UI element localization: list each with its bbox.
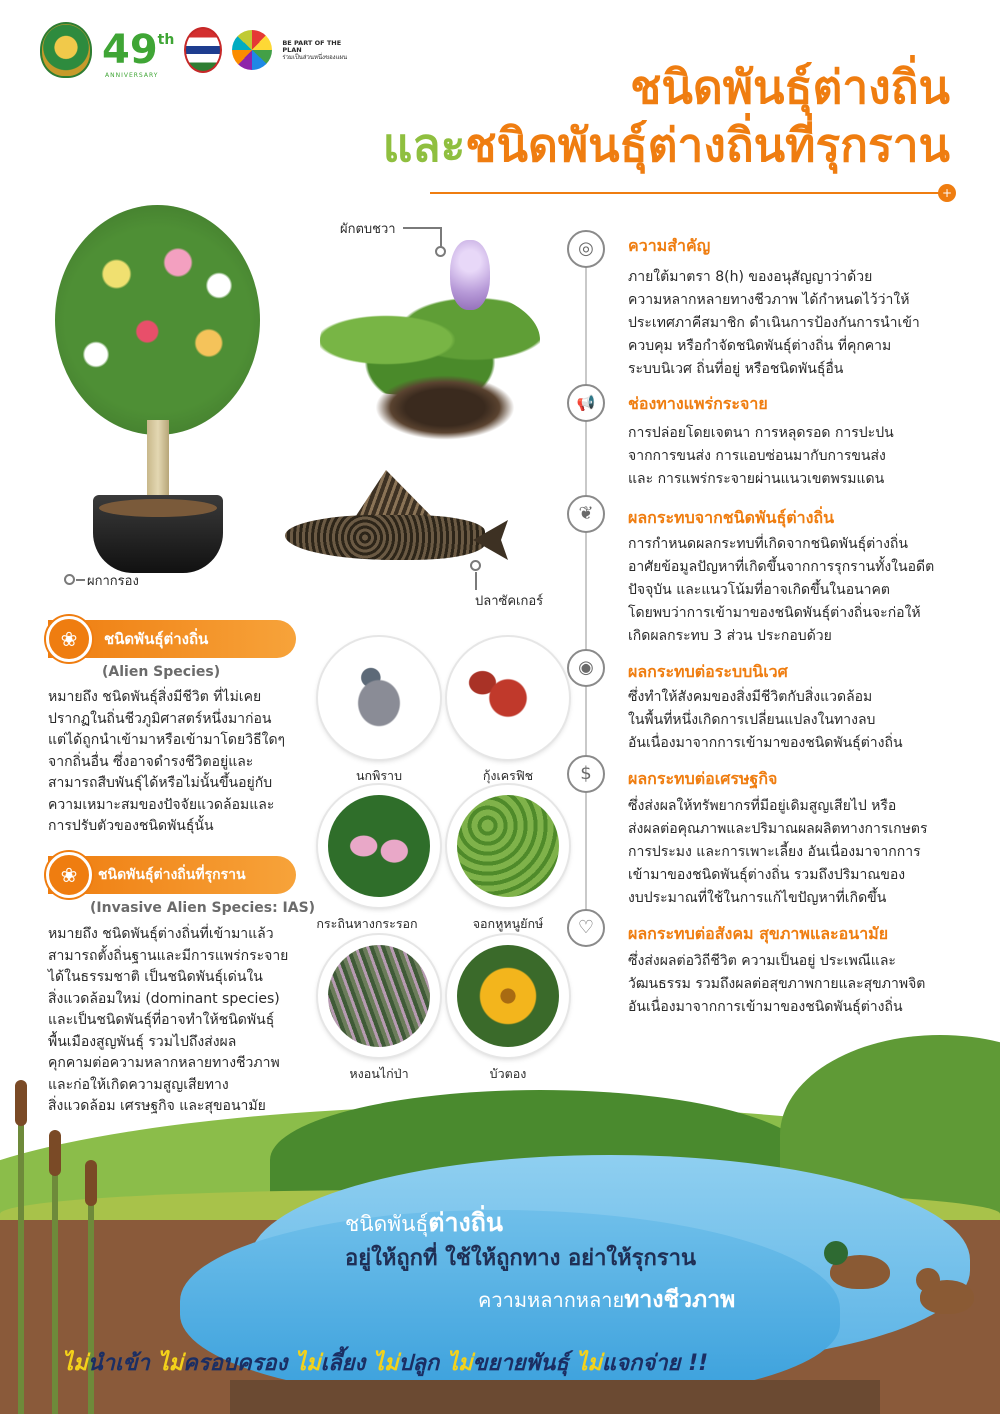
title-divider	[430, 192, 948, 194]
slogan-bio-b: ทางชีวภาพ	[624, 1287, 736, 1313]
lantana-label: ผกากรอง	[87, 574, 139, 589]
invasive-line: สิ่งแวดล้อม เศรษฐกิจ และสุขอนามัย	[48, 1098, 266, 1114]
invasive-line: คุกคามต่อความหลากหลายทางชีวภาพ	[48, 1055, 280, 1071]
ecosystem-heading: ผลกระทบต่อระบบนิเวศ	[628, 662, 788, 681]
slogan-line-3	[478, 1282, 735, 1318]
hyacinth-leader-h	[403, 227, 441, 229]
spread-line: จากการขนส่ง การแอบซ่อนมากับการขนส่ง	[628, 448, 886, 464]
alien-species-heading	[48, 620, 296, 658]
social-line: อันเนื่องมาจากการเข้ามาของชนิดพันธุ์ต่างถิ่น	[628, 999, 903, 1015]
logo-bar	[40, 22, 362, 78]
fish-leader	[475, 572, 477, 590]
lantana-canopy	[55, 205, 260, 435]
invasive-line: ได้ในธรรมชาติ เป็นชนิดพันธุ์เด่นใน	[48, 969, 263, 985]
lantana-pot	[93, 495, 223, 573]
anniversary-logo	[102, 27, 175, 79]
banner-item: เลี้ยง	[320, 1351, 366, 1376]
giant-salvinia-photo	[447, 785, 569, 907]
importance-body	[628, 266, 958, 381]
banner-no: ไม่	[62, 1351, 88, 1376]
invasive-line: พื้นเมืองสูญพันธุ์ รวมไปถึงส่งผล	[48, 1033, 237, 1050]
banner-item: ขยายพันธุ์	[472, 1351, 569, 1376]
economy-body	[628, 795, 958, 910]
crayfish-photo	[447, 637, 569, 759]
importance-line: ความหลากหลายทางชีวภาพ ได้กำหนดไว้ว่าให้	[628, 292, 910, 308]
ecosystem-body	[628, 686, 958, 755]
slogan-line-2: อยู่ให้ถูกที่ ใช้ให้ถูกทาง อย่าให้รุกราน	[345, 1246, 697, 1271]
importance-heading: ความสำคัญ	[628, 236, 711, 255]
social-line: วัฒนธรรม รวมถึงผลต่อสุขภาพกายและสุขภาพจิต	[628, 976, 926, 992]
banner-no: ไม่	[372, 1351, 399, 1376]
female-duck	[920, 1280, 974, 1314]
slogan-alien-a: ชนิดพันธุ์	[345, 1212, 429, 1236]
hyacinth-label: ผักตบชวา	[340, 222, 396, 237]
impact-line: เกิดผลกระทบ 3 ส่วน ประกอบด้วย	[628, 628, 832, 644]
invasive-line: สามารถตั้งถิ่นฐานและมีการแพร่กระจาย	[48, 947, 289, 964]
invasive-line: และเป็นชนิดพันธุ์ที่อาจทำให้ชนิดพันธุ์	[48, 1012, 275, 1028]
banner-item: แจกจ่าย !!	[601, 1351, 709, 1376]
mexican-sunflower-label: บัวตอง	[489, 1066, 527, 1081]
plan-logo	[232, 30, 272, 70]
fish-label-dot	[470, 560, 481, 571]
social-line: ซึ่งส่งผลต่อวิถีชีวิต ความเป็นอยู่ ประเพณีและ	[628, 953, 896, 969]
lantana-leader	[76, 579, 85, 581]
impact-line: การกำหนดผลกระทบที่เกิดจากชนิดพันธุ์ต่างถิ่น	[628, 536, 908, 552]
lantana-label-dot	[64, 574, 75, 585]
alien-line: สามารถสืบพันธุ์ได้หรือไม่นั้นขึ้นอยู่กับ	[48, 775, 273, 791]
fish-body	[285, 515, 485, 560]
spread-line: และ การแพร่กระจายผ่านแนวเขตพรมแดน	[628, 471, 885, 487]
impact-heading: ผลกระทบจากชนิดพันธุ์ต่างถิ่น	[628, 508, 835, 527]
pigeon-label: นกพิราบ	[355, 768, 403, 783]
alien-species-body	[48, 687, 318, 838]
plan-title: BE PART OF THE PLAN	[282, 38, 342, 54]
social-heading: ผลกระทบต่อสังคม สุขภาพและอนามัย	[628, 924, 889, 943]
invasive-species-heading	[48, 856, 296, 894]
hyacinth-flower	[450, 240, 490, 310]
plan-subtitle: ร่วมเป็นส่วนหนึ่งของแผน	[282, 53, 348, 61]
alien-line: จากถิ่นอื่น ซึ่งอาจดำรงชีวิตอยู่และ	[48, 753, 254, 770]
anniversary-word: ANNIVERSARY	[105, 72, 159, 79]
red-grass-label: หงอนไก่ป่า	[349, 1066, 409, 1081]
cattail-stem	[18, 1090, 24, 1414]
banner-no: ไม่	[157, 1351, 184, 1376]
target-icon: ◎	[567, 230, 605, 268]
money-hand-icon: $	[567, 755, 605, 793]
anniversary-number: 49	[102, 27, 158, 73]
cattail-head	[85, 1160, 97, 1206]
slogan-alien-b: ต่างถิ่น	[428, 1208, 503, 1237]
spread-heading: ช่องทางแพร่กระจาย	[628, 394, 768, 413]
lantana-photo	[55, 205, 260, 575]
alien-line: หมายถึง ชนิดพันธุ์สิ่งมีชีวิต ที่ไม่เคย	[48, 689, 262, 705]
title-line-2-rest: ชนิดพันธุ์ต่างถิ่นที่รุกราน	[465, 118, 950, 172]
cattail-stem	[52, 1140, 58, 1414]
title-line-2	[383, 116, 950, 174]
invasive-species-title: ชนิดพันธุ์ต่างถิ่นที่รุกราน	[98, 867, 246, 883]
social-body	[628, 950, 958, 1019]
crayfish-label: กุ้งเครฟิช	[482, 768, 534, 783]
slogan-line-1	[345, 1203, 503, 1243]
alien-line: การปรับตัวของชนิดพันธุ์นั้น	[48, 818, 214, 834]
department-seal-logo	[40, 22, 92, 78]
ecosystem-line: ในพื้นที่หนึ่งเกิดการเปลี่ยนแปลงในทางลบ	[628, 712, 876, 728]
thai-flag-logo	[184, 27, 222, 73]
pigeon-photo	[318, 637, 440, 759]
importance-line: ระบบนิเวศ ถิ่นที่อยู่ หรือชนิดพันธุ์อื่น	[628, 361, 844, 377]
spread-line: การปล่อยโดยเจตนา การหลุดรอด การปะปน	[628, 425, 894, 441]
alien-line: ความเหมาะสมของปัจจัยแวดล้อมและ	[48, 796, 275, 813]
cattail-head	[49, 1130, 61, 1176]
parrot-feather-label: กระถินหางกระรอก	[316, 916, 418, 931]
ecosystem-icon: ◉	[567, 649, 605, 687]
banner-item: ครอบครอง	[183, 1351, 288, 1376]
banner-item: ปลูก	[398, 1351, 440, 1376]
invasive-line: สิ่งแวดล้อมใหม่ (dominant species)	[48, 990, 280, 1007]
plant-impact-icon: ❦	[567, 495, 605, 533]
hyacinth-roots	[375, 375, 515, 440]
economy-line: ส่งผลต่อคุณภาพและปริมาณผลผลิตทางการเกษตร	[628, 821, 928, 837]
banner-item: นำเข้า	[87, 1351, 150, 1376]
banner-no: ไม่	[446, 1351, 473, 1376]
alien-line: แต่ได้ถูกนำเข้ามาหรือเข้ามาโดยวิธีใดๆ	[48, 732, 286, 748]
heart-hand-icon: ♡	[567, 909, 605, 947]
economy-line: เข้ามาของชนิดพันธุ์ต่างถิ่น รวมถึงปริมาณของ	[628, 867, 906, 883]
lake-bed	[230, 1380, 880, 1414]
alien-species-title: ชนิดพันธุ์ต่างถิ่น	[104, 630, 209, 648]
economy-line: ซึ่งส่งผลให้ทรัพยากรที่มีอยู่เดิมสูญเสียไป หรือ	[628, 798, 897, 814]
banner-no: ไม่	[295, 1351, 321, 1376]
plecostomus-photo	[285, 470, 510, 570]
impact-body	[628, 533, 958, 648]
impact-line: อาศัยข้อมูลปัญหาที่เกิดขึ้นจากการรุกรานทั้งในอดีต	[628, 559, 935, 575]
giant-salvinia-label: จอกหูหนูยักษ์	[472, 916, 544, 931]
spread-body	[628, 422, 958, 491]
hyacinth-label-dot	[435, 246, 446, 257]
megaphone-icon: 📢	[567, 384, 605, 422]
invasive-line: หมายถึง ชนิดพันธุ์ต่างถิ่นที่เข้ามาแล้ว	[48, 926, 274, 942]
parrot-feather-photo	[318, 785, 440, 907]
fish-label: ปลาซัคเกอร์	[475, 594, 544, 609]
ecosystem-line: ซึ่งทำให้สังคมของสิ่งมีชีวิตกับสิ่งแวดล้อม	[628, 689, 873, 705]
impact-line: ปัจจุบัน และแนวโน้มที่อาจเกิดขึ้นในอนาคต	[628, 582, 890, 598]
economy-line: งบประมาณที่ใช้ในการแก้ไขปัญหาที่เกิดขึ้น	[628, 890, 887, 906]
invasive-species-english: (Invasive Alien Species: IAS)	[90, 900, 316, 916]
mallard-duck	[830, 1255, 890, 1289]
cattail-head	[15, 1080, 27, 1126]
prohibition-banner	[62, 1345, 708, 1380]
alien-species-english: (Alien Species)	[102, 664, 221, 680]
invasive-line: และก่อให้เกิดความสูญเสียทาง	[48, 1076, 229, 1093]
importance-line: ประเทศภาคีสมาชิก ดำเนินการป้องกันการนำเข้า	[628, 315, 920, 331]
importance-line: ภายใต้มาตรา 8(h) ของอนุสัญญาว่าด้วย	[628, 269, 873, 285]
ecosystem-line: อันเนื่องมาจากการเข้ามาของชนิดพันธุ์ต่างถิ่น	[628, 735, 903, 751]
title-line-1: ชนิดพันธุ์ต่างถิ่น	[630, 60, 950, 114]
water-hyacinth-photo	[320, 235, 540, 440]
title-and: และ	[382, 118, 466, 172]
economy-heading: ผลกระทบต่อเศรษฐกิจ	[628, 769, 778, 788]
timeline-line	[585, 255, 587, 945]
anniversary-suffix: th	[157, 32, 175, 48]
plan-logo-text	[282, 40, 362, 61]
banner-no: ไม่	[576, 1351, 602, 1376]
leaf-icon: ❀	[46, 616, 92, 662]
leaf-icon: ❀	[46, 852, 92, 898]
slogan-bio-a: ความหลากหลาย	[478, 1288, 625, 1312]
importance-line: ควบคุม หรือกำจัดชนิดพันธุ์ต่างถิ่น ที่คุกคาม	[628, 338, 892, 354]
economy-line: การประมง และการเพาะเลี้ยง อันเนื่องมาจากการ	[628, 844, 921, 860]
alien-line: ปรากฏในถิ่นชีวภูมิศาสตร์หนึ่งมาก่อน	[48, 710, 272, 727]
impact-line: โดยพบว่าการเข้ามาของชนิดพันธุ์ต่างถิ่นจะก่อให้	[628, 605, 921, 621]
page-title	[383, 58, 950, 174]
